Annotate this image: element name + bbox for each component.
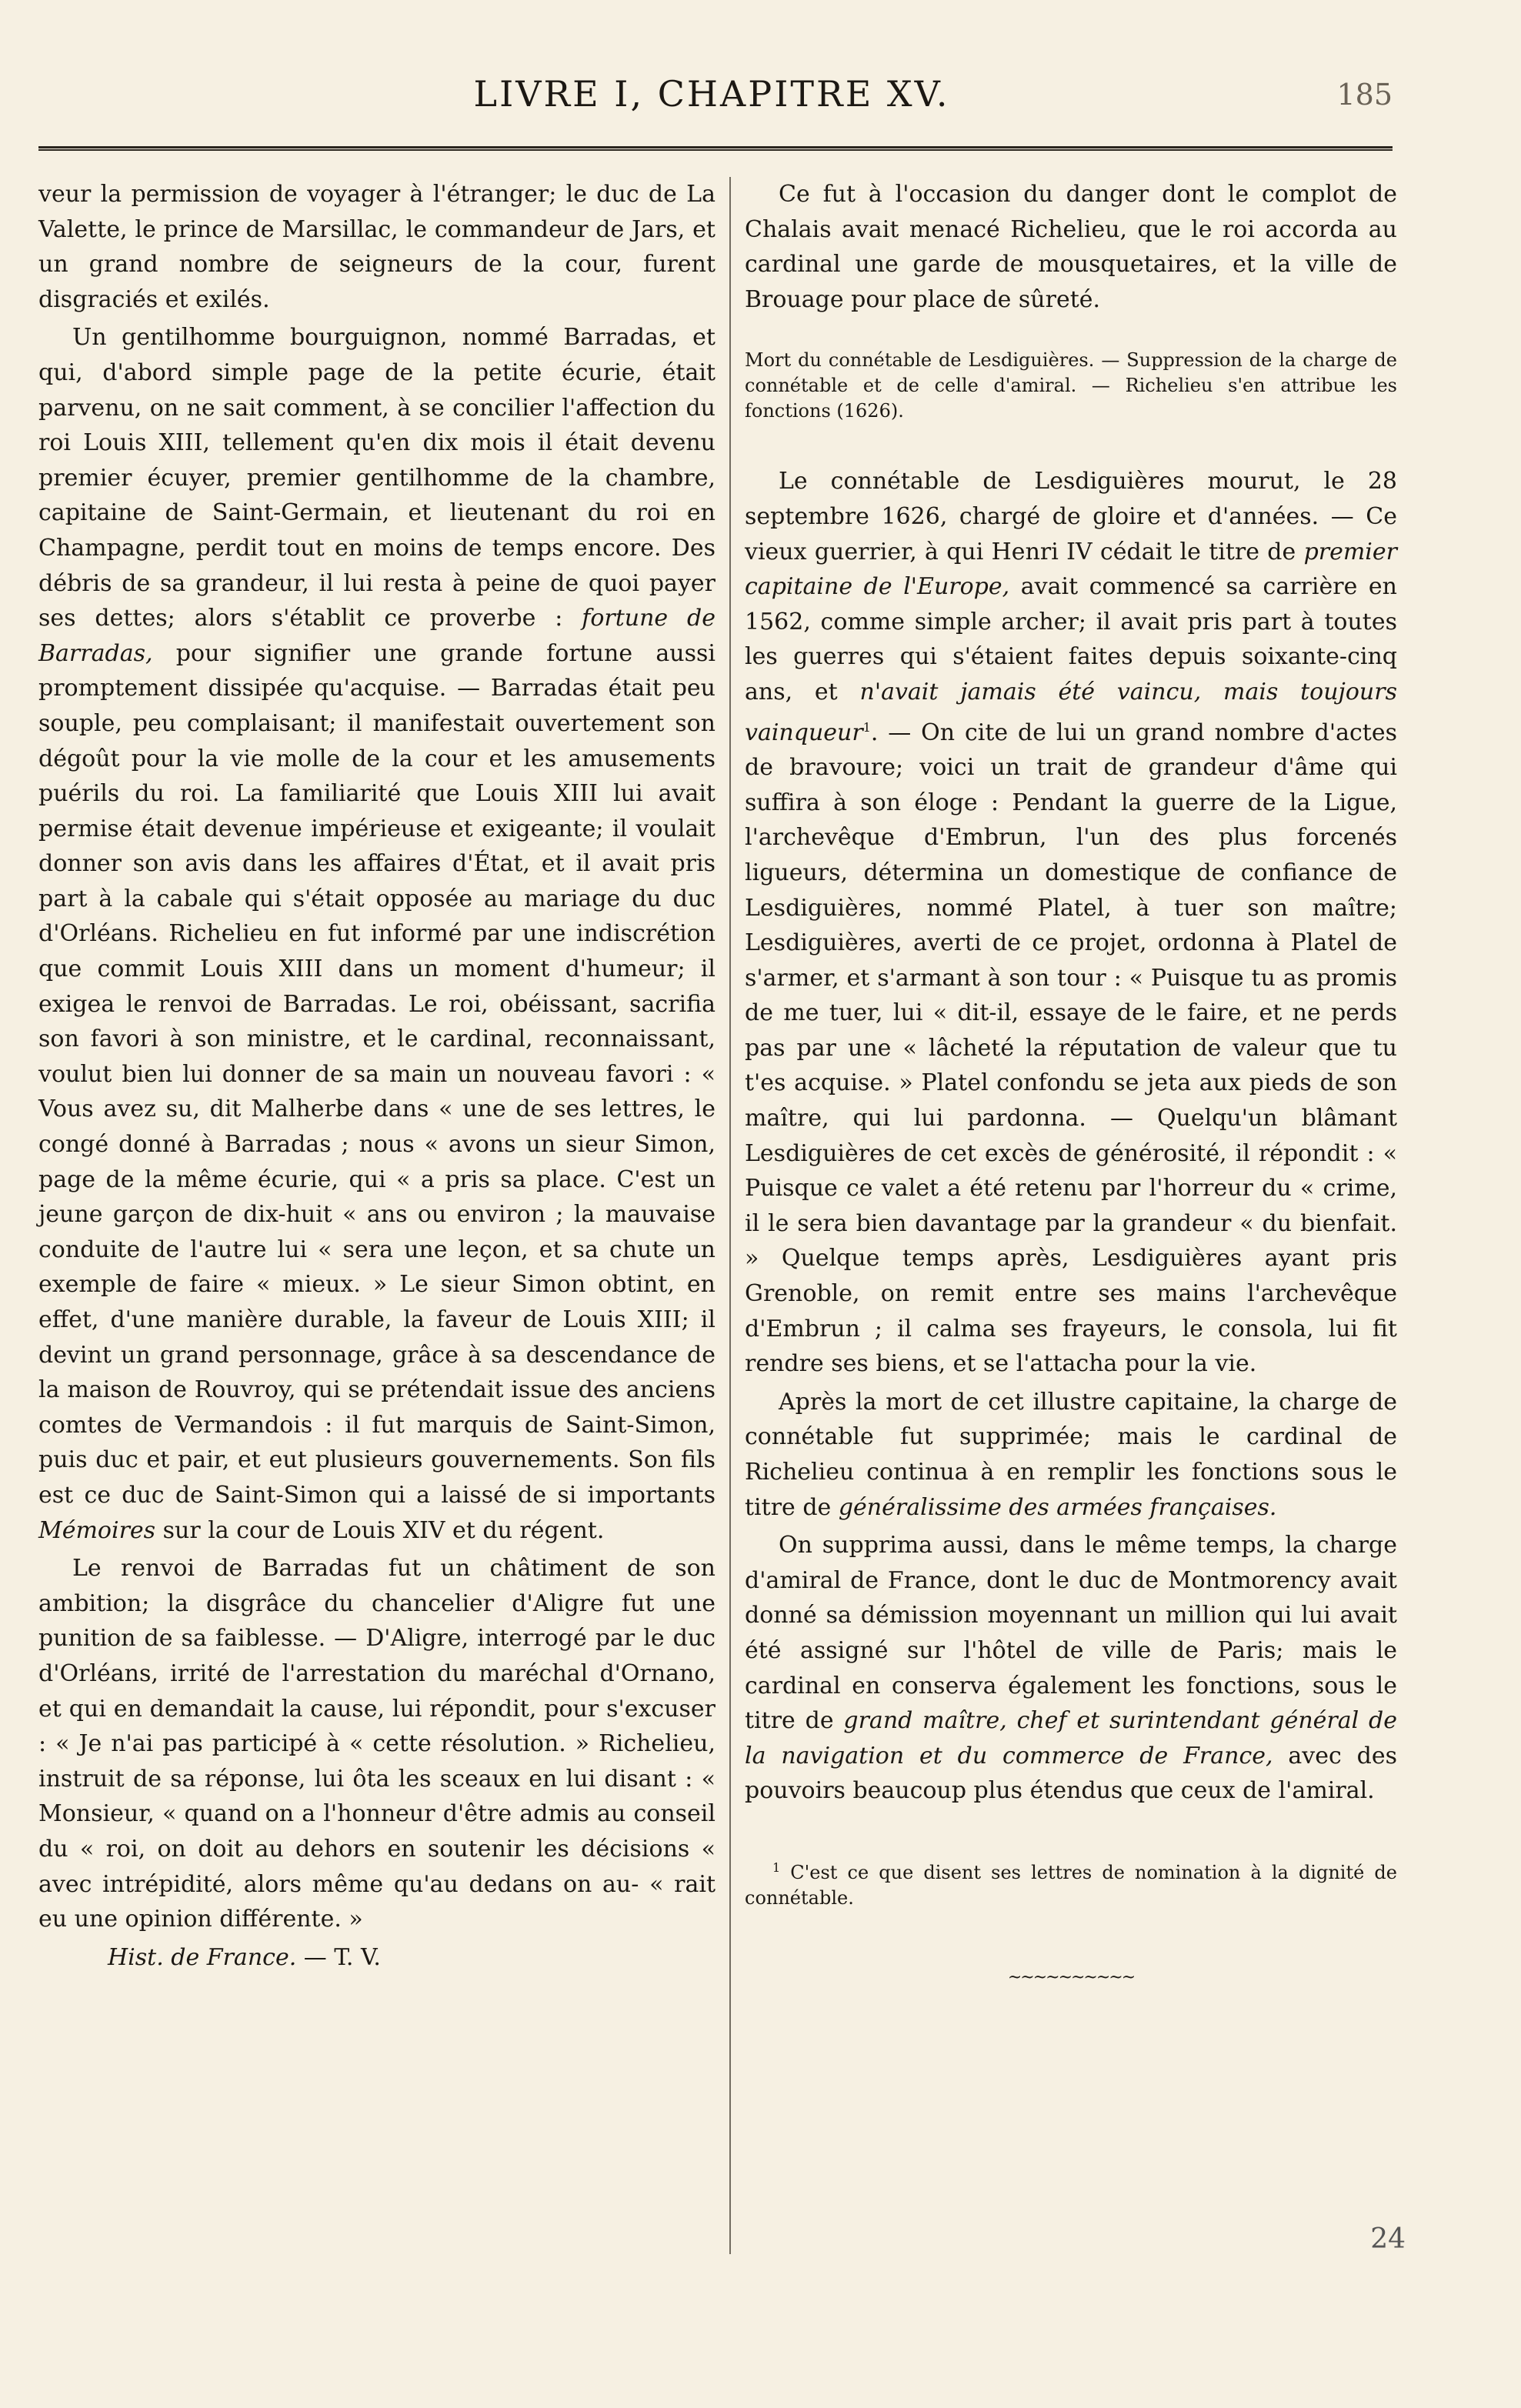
section-summary: Mort du connétable de Lesdiguières. — Suppression de la charge de connétable et de celle d'amiral. — Richelieu s'en attribue les fonctions (1626). bbox=[745, 349, 1397, 422]
italic-text: généralissime des armées françaises. bbox=[838, 1493, 1277, 1521]
text: Après la mort de cet illustre capitaine, la charge de connétable fut supprimée; mais le cardinal de Richelieu continua à en remplir les fonctions sous le titre de bbox=[745, 1388, 1397, 1521]
footnote-text: C'est ce que disent ses lettres de nomination à la dignité de connétable. bbox=[745, 1861, 1397, 1909]
italic-text: premier capitaine de l'Europe, bbox=[745, 538, 1397, 601]
source-attribution bbox=[38, 1940, 715, 1976]
italic-text: grand maître, chef et surintendant général de la navigation et du commerce de France, bbox=[745, 1707, 1397, 1769]
text: Le connétable de Lesdiguières mourut, le 28 septembre 1626, chargé de gloire et d'années. — Ce vieux guerrier, à qui Henri IV cédait le titre de bbox=[745, 468, 1397, 565]
signature-mark: 24 bbox=[1370, 2223, 1406, 2255]
footnote-mark[interactable]: 1 bbox=[862, 719, 871, 735]
footnote bbox=[745, 1855, 1397, 1911]
text: pour signifier une grande fortune aussi promptement dissipée qu'acquise. — Barradas était peu souple, peu complaisant; il manifestait ouvertement son dégoût pour la vie molle de la cour et les amusements puérils du roi. La familiarité que Louis XIII lui avait permise était devenue impérieuse et exigeante; il voulait donner son avis dans les affaires d'État, et il avait pris part à la cabale qui s'était opposée au mariage du duc d'Orléans. Richelieu en fut informé par une indiscrétion que commit Louis XIII dans un moment d'humeur; il exigea le renvoi de Barradas. Le roi, obéissant, sacrifia son favori à son ministre, et le cardinal, reconnaissant, voulut bien lui donner de sa main un nouveau favori : « Vous avez su, dit Malherbe dans « une de ses lettres, le congé donné à Barradas ; nous « avons un sieur Simon, page de la même écurie, qui « a pris sa place. C'est un jeune garçon de dix-huit « ans ou environ ; la mauvaise conduite de l'autre lui « sera une leçon, et sa chute un exemple de faire « mieux. » Le sieur Simon obtint, en effet, d'une manière durable, la faveur de Louis XIII; il devint un grand personnage, grâce à sa descendance de la maison de Rouvroy, qui se prétendait issue des anciens comtes de Vermandois : il fut marquis de Saint-Simon, puis duc et pair, et eut plusieurs gouvernements. Son fils est ce duc de Saint-Simon qui a laissé de si importants bbox=[38, 639, 715, 1509]
attribution-title: Hist. de France. bbox=[108, 1943, 297, 1971]
footnote-number: 1 bbox=[772, 1859, 781, 1875]
running-title: LIVRE I, CHAPITRE XV. bbox=[473, 73, 950, 115]
ornament: ~~~~~~~~~~ bbox=[1007, 1967, 1135, 1987]
paragraph bbox=[745, 1528, 1397, 1809]
paragraph-barradas bbox=[38, 320, 715, 1548]
italic-text: n'avait jamais été vaincu, mais toujours vainqueur bbox=[745, 678, 1397, 746]
text: sur la cour de Louis XIV et du régent. bbox=[155, 1516, 605, 1544]
page-number: 185 bbox=[1336, 78, 1393, 112]
paragraph bbox=[745, 1385, 1397, 1525]
paragraph: Le renvoi de Barradas fut un châtiment de son ambition; la disgrâce du chancelier d'Aligre fut une punition de sa faiblesse. — D'Aligre, interrogé par le duc d'Orléans, irrité de l'arrestation du maréchal d'Ornano, et qui en demandait la cause, lui répondit, pour s'excuser : « Je n'ai pas participé à « cette résolution. » Richelieu, instruit de sa réponse, lui ôta les sceaux en lui disant : « Monsieur, « quand on a l'honneur d'être admis au conseil du « roi, on doit au dehors en soutenir les décisions « avec intrépidité, alors même qu'au dedans on au- « rait eu une opinion différente. » bbox=[38, 1555, 715, 1933]
text: avec des pouvoirs beaucoup plus étendus que ceux de l'amiral. bbox=[745, 1742, 1397, 1805]
text: On supprima aussi, dans le même temps, la charge d'amiral de France, dont le duc de Montmorency avait donné sa démission moyennant un million qui lui avait été assigné sur l'hôtel de ville de Paris; mais le cardinal en conserva également les fonctions, sous le titre de bbox=[745, 1532, 1397, 1735]
italic-text: fortune de Barradas, bbox=[38, 605, 715, 667]
column-divider bbox=[729, 177, 731, 2254]
text: . — On cite de lui un grand nombre d'actes de bravoure; voici un trait de grandeur d'âme qui suffira à son éloge : Pendant la guerre de la Ligue, l'archevêque d'Embrun, l'un des plus forcenés ligueurs, détermina un domestique de confiance de Lesdiguières, nommé Platel, à tuer son maître; Lesdiguières, averti de ce projet, ordonna à Platel de s'armer, et s'armant à son tour : « Puisque tu as promis de me tuer, lui « dit-il, essaye de le faire, et ne perds pas par une « lâcheté la réputation de valeur que tu t'es acquise. » Platel confondu se jeta aux pieds de son maître, qui lui pardonna. — Quelqu'un blâmant Lesdiguières de cet excès de générosité, il répondit : « Puisque ce valet a été retenu par l'horreur du « crime, il le sera bien davantage par la grandeur « du bienfait. » Quelque temps après, Lesdiguières ayant pris Grenoble, on remit entre ses mains l'archevêque d'Embrun ; il calma ses frayeurs, le consola, lui fit rendre ses biens, et se l'attacha pour la vie. bbox=[745, 719, 1397, 1378]
running-header bbox=[31, 73, 1393, 135]
right-column bbox=[745, 177, 1397, 1996]
attribution-volume: — T. V. bbox=[296, 1943, 381, 1971]
header-rule bbox=[38, 146, 1393, 151]
left-column bbox=[38, 177, 715, 1975]
text: Un gentilhomme bourguignon, nommé Barradas, et qui, d'abord simple page de la petite écurie, était parvenu, on ne sait comment, à se concilier l'affection du roi Louis XIII, tellement qu'en dix mois il était devenu premier écuyer, premier gentilhomme de la chambre, capitaine de Saint-Germain, et lieutenant du roi en Champagne, perdit tout en moins de temps encore. Des débris de sa grandeur, il lui resta à peine de quoi payer ses dettes; alors s'établit ce proverbe : bbox=[38, 324, 715, 632]
italic-text: Mémoires bbox=[38, 1516, 156, 1544]
text: avait commencé sa carrière en 1562, comme simple archer; il avait pris part à toutes les guerres qui s'étaient faites depuis soixante-cinq ans, et bbox=[745, 573, 1397, 705]
paragraph: Ce fut à l'occasion du danger dont le complot de Chalais avait menacé Richelieu, que le roi accorda au cardinal une garde de mousquetaires, et la ville de Brouage pour place de sûreté. bbox=[745, 181, 1397, 313]
paragraph: veur la permission de voyager à l'étranger; le duc de La Valette, le prince de Marsillac, le commandeur de Jars, et un grand nombre de seigneurs de la cour, furent disgraciés et exilés. bbox=[38, 181, 715, 313]
paragraph-lesdiguieres bbox=[745, 464, 1397, 1381]
